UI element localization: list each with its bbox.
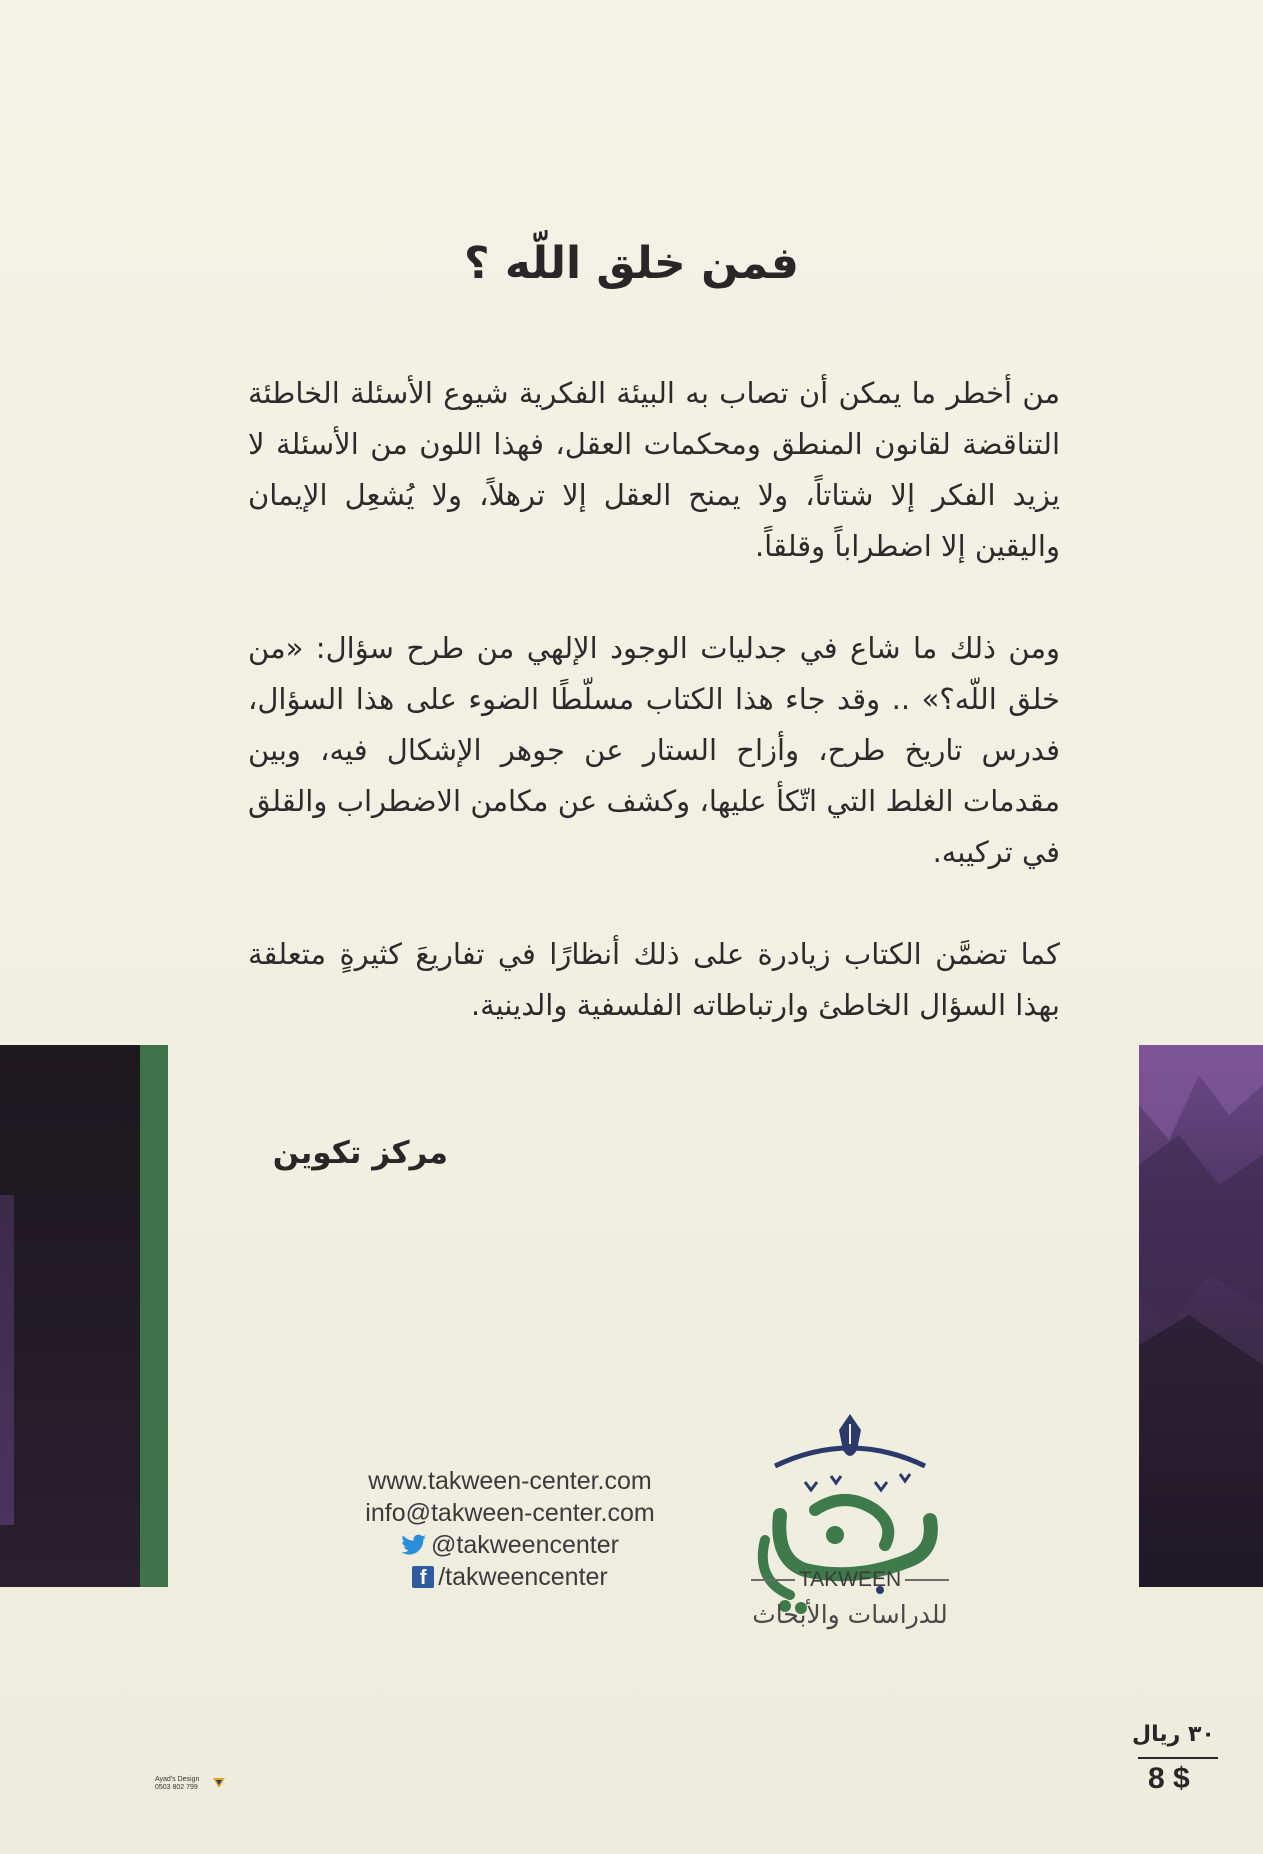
designer-credit	[155, 1776, 199, 1792]
mountain-texture	[1139, 1045, 1263, 1587]
contact-block	[320, 1465, 700, 1593]
dark-stripe	[0, 1045, 140, 1587]
logo-rule-right	[905, 1579, 949, 1581]
price-usd: 8 $	[1148, 1762, 1190, 1795]
email-row[interactable]	[320, 1497, 700, 1529]
website-link[interactable]: www.takween-center.com	[368, 1467, 652, 1495]
designer-name: Ayad's Design	[155, 1776, 200, 1783]
green-stripe	[140, 1045, 168, 1587]
facebook-icon: f	[412, 1566, 434, 1588]
website-row[interactable]	[320, 1465, 700, 1497]
blurb-text	[248, 368, 1060, 1082]
designer-logo-icon	[212, 1777, 226, 1789]
left-decorative-band	[0, 1045, 168, 1587]
book-title: فمن خلق اللّه ؟	[464, 238, 799, 289]
twitter-handle[interactable]: @takweencenter	[431, 1531, 619, 1559]
twitter-row[interactable]	[320, 1529, 700, 1561]
logo-rule-left	[751, 1579, 795, 1581]
blurb-paragraph-2: ومن ذلك ما شاع في جدليات الوجود الإلهي من طرح سؤال: «من خلق اللّه؟» .. وقد جاء هذا الكتاب مسلّطًا الضوء على هذا السؤال، فدرس تاريخ طرح، وأزاح الستار عن جوهر الإشكال فيه، وبين مقدمات الغلط التي اتّكأ عليها، وكشف عن مكامن الاضطراب والقلق في تركيبه.	[248, 631, 1060, 869]
facebook-handle[interactable]: /takweencenter	[438, 1563, 608, 1591]
facebook-row[interactable]	[320, 1561, 700, 1593]
blurb-paragraph-1: من أخطر ما يمكن أن تصاب به البيئة الفكرية شيوع الأسئلة الخاطئة التناقضة لقانون المنطق ومحكمات العقل، فهذا اللون من الأسئلة لا يزيد الفكر إلا شتاتاً، ولا يمنح العقل إلا ترهلاً، ولا يُشعِل الإيمان واليقين إلا اضطراباً وقلقاً.	[248, 376, 1060, 563]
email-link[interactable]: info@takween-center.com	[365, 1499, 655, 1527]
price-divider	[1138, 1757, 1218, 1759]
logo-english-name	[735, 1568, 965, 1592]
designer-phone: 0503 802 799	[155, 1784, 198, 1791]
signature: مركز تكوين	[272, 1135, 448, 1171]
blurb-paragraph-3: كما تضمَّن الكتاب زيادرة على ذلك أنظارًا في تفاريعَ كثيرةٍ متعلقة بهذا السؤال الخاطئ وارتباطاته الفلسفية والدينية.	[248, 937, 1060, 1022]
price-sar: ٣٠ ريال	[1132, 1722, 1215, 1747]
logo-arabic-subtitle: للدراسات والأبحاث	[752, 1600, 948, 1629]
purple-stripe	[0, 1195, 14, 1525]
right-decorative-band	[1139, 1045, 1263, 1587]
logo-name: TAKWEEN	[798, 1568, 902, 1591]
twitter-icon	[401, 1534, 427, 1556]
